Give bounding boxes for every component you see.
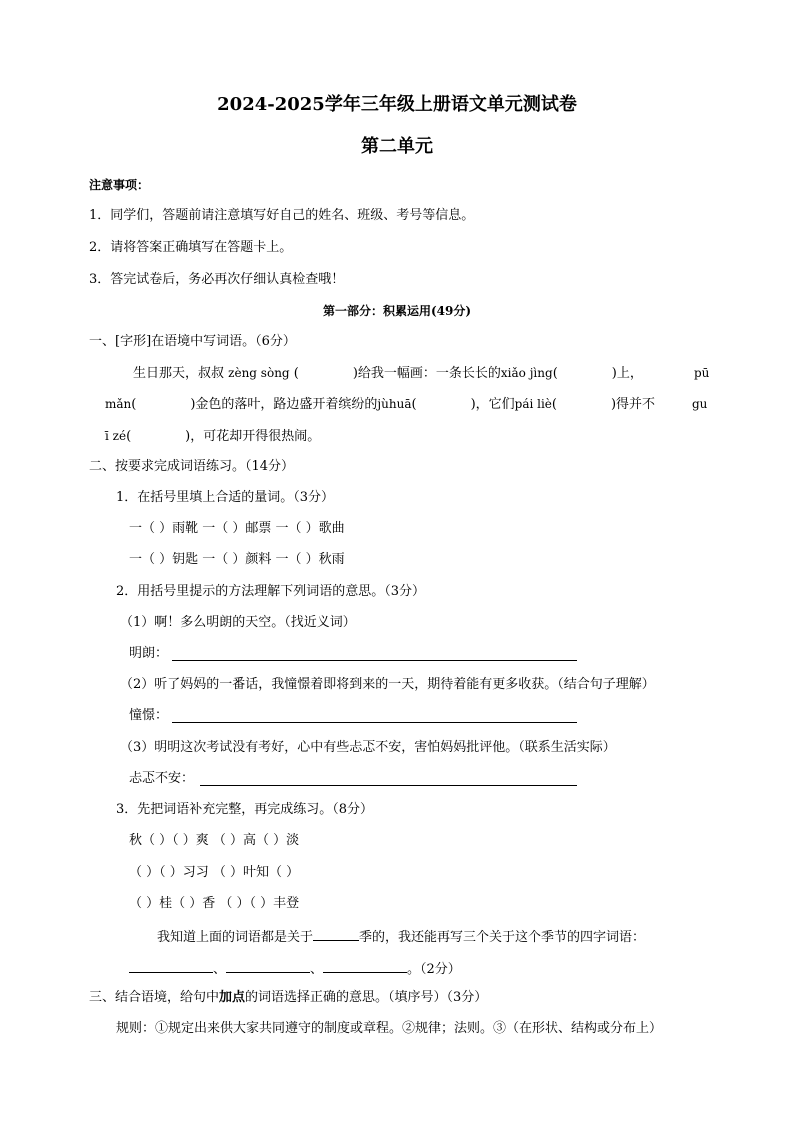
q1-text: )，它们 — [470, 397, 515, 412]
season-blank[interactable] — [313, 926, 359, 941]
pinyin: xiǎo jìng — [500, 366, 553, 380]
notice-item-1: 1．同学们，答题前请注意填写好自己的姓名、班级、考号等信息。 — [89, 208, 475, 223]
q2-s3-row-3: （ ）桂（ ）香 （ ）（ ）丰登 — [129, 896, 300, 911]
sentence-text: 我知道上面的词语都是关于 — [157, 930, 314, 945]
q2-s1-heading: 1．在括号里填上合适的量词。（3分） — [116, 490, 335, 505]
exam-title: 2024-2025学年三年级上册语文单元测试卷 — [217, 94, 577, 115]
q3-heading — [89, 989, 487, 1007]
q1-text: )金色的落叶，路边盛开着缤纷的 — [190, 397, 378, 412]
answer-line[interactable] — [200, 785, 577, 786]
pinyin: gu — [692, 397, 708, 411]
bracket: ( — [131, 397, 137, 412]
q2-s3-answer-line — [129, 958, 461, 979]
pinyin: pái liè — [514, 397, 552, 411]
idiom-blank-3[interactable] — [323, 958, 407, 973]
q2-s2-label-2: 憧憬： — [129, 708, 169, 723]
pinyin: ī zé — [105, 429, 127, 443]
bracket: ( — [411, 397, 417, 412]
answer-line[interactable] — [172, 722, 577, 723]
q1-heading: 一、[字形]在语境中写词语。（6分） — [89, 334, 296, 349]
bracket: ( — [552, 366, 558, 381]
q1-line-2 — [105, 395, 655, 414]
score-note: 。（2分） — [407, 962, 461, 977]
q2-s2-prompt-3: （3）明明这次考试没有考好，心中有些忐忑不安，害怕妈妈批评他。（联系生活实际） — [120, 740, 616, 755]
q2-s3-sentence — [157, 926, 645, 947]
q3-heading-text: 三、结合语境，给句中 — [89, 990, 220, 1005]
pinyin: mǎn — [105, 397, 132, 411]
bracket: ( — [126, 429, 132, 444]
q2-s1-row-1: 一（ ）雨靴 一（ ）邮票 一（ ）歌曲 — [129, 521, 345, 536]
q2-s2-prompt-2: （2）听了妈妈的一番话，我憧憬着即将到来的一天，期待着能有更多收获。（结合句子理解） — [120, 677, 655, 692]
q3-heading-text: 的词语选择正确的意思。（填序号）（3分） — [245, 990, 488, 1005]
q1-text: )上， — [611, 366, 643, 381]
idiom-blank-2[interactable] — [226, 958, 310, 973]
bracket: ( — [293, 366, 299, 381]
q2-s3-row-2: （ ）（ ）习习 （ ）叶知（ ） — [129, 865, 300, 880]
answer-line[interactable] — [172, 660, 577, 661]
notice-item-2: 2．请将答案正确填写在答题卡上。 — [89, 240, 293, 255]
idiom-blank-1[interactable] — [129, 958, 213, 973]
separator: 、 — [213, 962, 227, 977]
q1-text: )，可花却开得很热闹。 — [185, 429, 321, 444]
sentence-text: 季的，我还能再写三个关于这个季节的四字词语： — [359, 930, 646, 945]
pinyin: zèng sòng — [228, 366, 290, 380]
notice-item-3: 3．答完试卷后，务必再次仔细认真检查哦！ — [89, 272, 345, 287]
q2-s2-heading: 2．用括号里提示的方法理解下列词语的意思。（3分） — [116, 584, 426, 599]
q3-definition: 规则：①规定出来供大家共同遵守的制度或章程。②规律；法则。③（在形状、结构或分布上） — [116, 1021, 663, 1036]
q2-s2-label-1: 明朗： — [129, 646, 169, 661]
bracket: ( — [551, 397, 557, 412]
q2-heading: 二、按要求完成词语练习。（14分） — [89, 459, 295, 474]
q1-line-3 — [105, 427, 320, 446]
q2-s3-heading: 3．先把词语补充完整，再完成练习。（8分） — [116, 802, 374, 817]
part1-heading: 第一部分：积累运用(49分) — [322, 304, 472, 318]
pinyin: pū — [694, 366, 710, 380]
q1-text: )得并不 — [610, 397, 656, 412]
q1-text: 生日那天，叔叔 — [133, 366, 225, 381]
pinyin: jùhuā — [377, 397, 412, 411]
q2-s1-row-2: 一（ ）钥匙 一（ ）颜料 一（ ）秋雨 — [129, 552, 345, 567]
q3-heading-emph: 加点 — [219, 990, 246, 1005]
q2-s3-row-1: 秋（ ）（ ）爽 （ ）高（ ）淡 — [129, 833, 300, 848]
q2-s2-prompt-1: （1）啊！多么明朗的天空。（找近义词） — [120, 615, 356, 630]
notice-heading: 注意事项： — [89, 178, 150, 192]
separator: 、 — [310, 962, 324, 977]
q1-line-1 — [133, 364, 643, 383]
q1-text: )给我一幅画：一条长长的 — [352, 366, 501, 381]
q2-s2-label-3: 忐忑不安： — [129, 771, 195, 786]
unit-subtitle: 第二单元 — [361, 136, 433, 157]
